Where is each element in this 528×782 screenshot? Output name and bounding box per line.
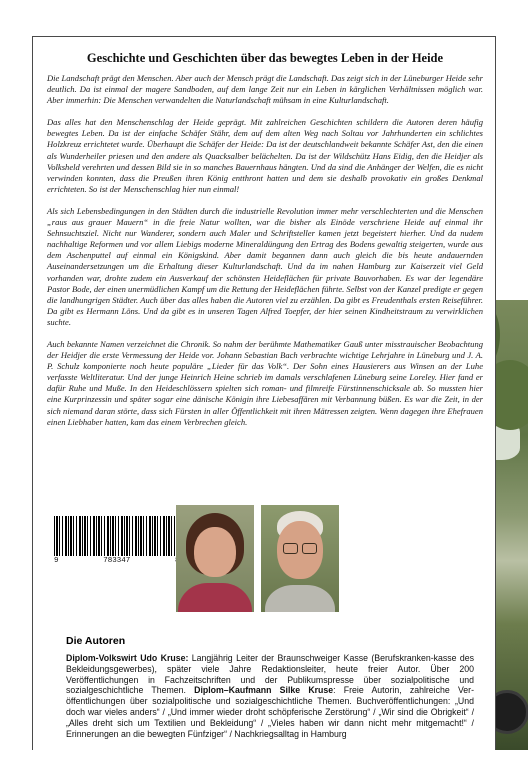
text-panel <box>32 36 496 750</box>
paragraph-history: Als sich Lebensbedingungen in den Städten durch die industrielle Revolution immer mehr verschlechterten und die Menschen „raus aus grauer Mauern“ in die freie Natur wollten, war die bisher als Einöde verschriene Heide auf einmal ihr Sehnsuchtsziel. Nicht nur Wanderer, sondern auch Maler und Schriftsteller kamen jetzt begeistert hierher. Und da nudem nachhaltige Reformen und vor allem Liebigs moderne Mineraldüngung den Ertrag des Bodens gewaltig steigerten, wurde aus dem Aschenputtel auf einmal ein Königskind. Aber damit begannen dann auch gleich die bis heute andauernden Auseinandersetzungen um die Erhaltung dieser Kulturlandschaft. Und da im nahen Hamburg zur Kaiserzeit viel Geld vorhanden war, drohte zudem ein Ausverkauf der schönsten Heideflächen für private Bauvorhaben. Es war der legendäre Pastor Bode, der einen unermüdlichen Kampf um die Rettung der Heideflächen führte. Selbst von der Kanzel predigte er gegen die landhungrigen Städter. Auch über das alles haben die Autoren viel zu erzählen. Da gibt es Freudenthals ersten Reiseführer. Da gibt es Hermann Löns. Und da gibt es in unseren Tagen Alfred Toepfer, der hier seinen Kindheitstraum zu verwirklichen suchte. <box>47 205 483 327</box>
body-text <box>47 73 483 439</box>
paragraph-landscape: Die Landschaft prägt den Menschen. Aber auch der Mensch prägt die Landschaft. Das zeigt sich in der Lüneburger Heide sehr deutlich. Da ist einmal der magere Sandboden, auf dem lange Zeit nur ein Leben in kärglichen Verhältnissen möglich war. Aber immerhin: Die Menschen verwandelten die Naturlandschaft mühsam in eine Kulturlandschaft. <box>47 73 483 106</box>
barcode-digit-group: 783347 <box>103 557 131 565</box>
page-title: Geschichte und Geschichten über das bewegtes Leben in der Heide <box>86 51 444 65</box>
paragraph-famous-names: Auch bekannte Namen verzeichnet die Chronik. So nahm der berühmte Mathematiker Gauß unter misstrauischer Beobachtung der Heidjer die erste Vermessung der Heide vor. Johann Sebastian Bach verbrachte wichtige Lehrjahre in Lüneburg und J. A. P. Schulz komponierte noch heute populäre „Lieder für das Volk“. Der Sohn eines Hausierers aus Winsen an der Luhe verfasste Weltliteratur. Und der junge Heinrich Heine schrieb im damals verschlafenen Lüneburg seine Loreley. Hier fand er dafür Ruhe und Muße. In den Heideschlössern spielten sich roman- und filmreife Fürstinnenschicksale ab. So mussten hier eine Kurprinzessin und später sogar eine dänische Königin ihre Liebesaffären mit Verbannung büßen. Es war die Zeit, in der sich niemand daran störte, dass sich Fürsten in aller Öffentlichkeit mit ihren Mätressen zeigten. Wenn dagegen ihre Ehefrauen einen Liebhaber hatten, kam das einem Verbrechen gleich. <box>47 338 483 427</box>
authors-heading: Die Autoren <box>66 635 126 647</box>
author-name-udo: Diplom-Volkswirt Udo Kruse: <box>66 653 189 663</box>
author-name-silke: Diplom–Kaufmann Silke Kruse <box>194 685 334 696</box>
author-bio-silke: : Freie Autorin, zahlreiche Ver-öffentlichungen über sozialpolitische und sozialgeschichtliche Themen. Buchveröffentlichungen: „Und doch war vieles anders“ / „Und immer wieder droht schöpferische Zerstörung“ / „Wir sind die Obrigkeit“ / „Alles dreht sich um Textilien und Bekleidung“ / „Vieles haben wir dann nicht mehr mitgemacht!“ / Erinnerungen an die bewegten Fünfziger“ / Nachkriegsalltag in Hamburg <box>66 685 474 739</box>
paragraph-people: Das alles hat den Menschenschlag der Heide geprägt. Mit zahlreichen Geschichten schildern die Autoren deren häufig bewegtes Leben. Da ist der einfache Schäfer Stähr, dem auf dem alten Weg nach Soltau vor Jahrhunderten ein schlichtes Holzkreuz errichtetet wurde. Überhaupt die Schäfer der Heide: Da ist der deutschlandweit bekannte Schäfer Ast, den die einen als Wunderheiler priesen und den andere als Quacksalber belächelten. Da ist der Wildschütz Hans Eidig, den die Heidjer als Volksheld verehrten und dessen Bild sie in so manches Bauernhaus hängten. Und da sind die Anhänger der Welfen, die es nicht verwinden konnten, dass die Preußen ihren König entthront hatten und dem sie deshalb provokativ ein großes Denkmal errichteten. So ist der Menschenschlag hier nun einmal! <box>47 117 483 194</box>
barcode-digit-group: 9 <box>54 557 59 565</box>
author-bio-udo: Langjährig Leiter der Braunschweiger Kasse (Berufskranken-kasse des Bekleidungsgewerbes), später viele Jahre Redaktionsleiter, heute freier Autor. Über 200 Veröffentlichungen in Fachzeitschriften und der Publikumspresse über sozialpolitische und sozialgeschichtliche Themen. <box>66 653 474 696</box>
authors-section <box>55 612 481 782</box>
authors-bio <box>66 653 474 739</box>
